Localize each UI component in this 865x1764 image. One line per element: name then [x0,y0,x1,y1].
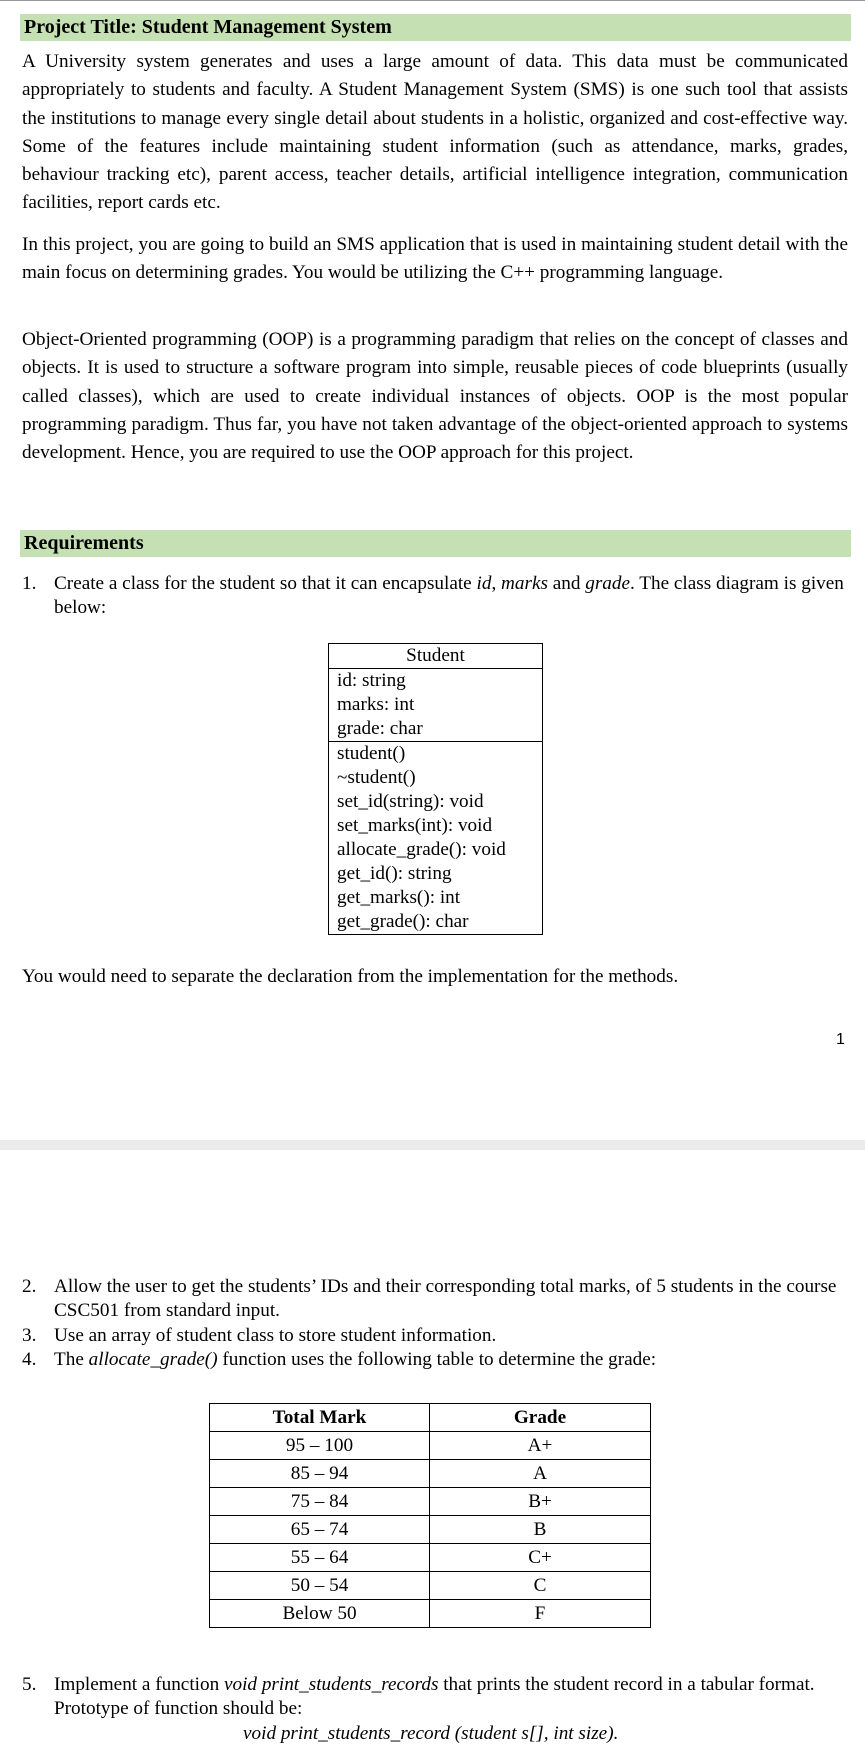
separation-note: You would need to separate the declaration from the implementation for the methods. [22,966,679,987]
requirement-3-number: 3. [22,1325,37,1346]
requirement-2-number: 2. [22,1276,37,1297]
requirement-2 [22,1275,848,1323]
mark-range: 50 – 54 [210,1572,430,1600]
grade-value: A+ [430,1432,651,1460]
method-constructor: student() [337,743,406,764]
table-row [210,1516,651,1544]
grade-value: B [430,1516,651,1544]
grade-value: C [430,1572,651,1600]
table-row [210,1432,651,1460]
requirements-heading: Requirements [20,530,851,557]
intro-paragraph-3: Object-Oriented programming (OOP) is a programming paradigm that relies on the concept of classes and objects. It is used to structure a software program into simple, reusable pieces of code blueprints (usually called classes), which are used to create individual instances of objects. OOP is the most popular programming paradigm. Thus far, you have not taken advantage of the object-oriented approach to systems development. Hence, you are required to use the OOP approach for this project. [22,329,848,464]
requirement-3 [22,1324,848,1348]
grade-value: A [430,1460,651,1488]
method-get-grade: get_grade(): char [337,911,469,932]
attribute-marks: marks: int [337,694,415,715]
class-attributes [329,669,542,742]
header-total-mark: Total Mark [210,1404,430,1432]
method-set-id: set_id(string): void [337,791,484,812]
grade-table [209,1403,651,1628]
requirement-2-text: Allow the user to get the students’ IDs and their corresponding total marks, of 5 students in the course CSC501 from standard input. [54,1276,837,1321]
table-row [210,1460,651,1488]
mark-range: 95 – 100 [210,1432,430,1460]
table-row [210,1544,651,1572]
mark-range: 55 – 64 [210,1544,430,1572]
header-grade: Grade [430,1404,651,1432]
requirement-4-text: The allocate_grade() function uses the following table to determine the grade: [54,1349,657,1370]
requirement-5-text: Implement a function void print_students_records that prints the student record in a tabular format. Prototype of function should be: [54,1674,815,1719]
table-row [210,1488,651,1516]
method-allocate-grade: allocate_grade(): void [337,839,506,860]
intro-paragraph-2: In this project, you are going to build an SMS application that is used in maintaining student detail with the main focus on determining grades. You would be utilizing the C++ programming language. [22,234,848,284]
grade-value: B+ [430,1488,651,1516]
requirement-5 [22,1673,848,1721]
table-row [210,1572,651,1600]
class-methods [329,742,542,934]
grade-value: C+ [430,1544,651,1572]
class-name: Student [329,644,542,669]
requirement-3-text: Use an array of student class to store student information. [54,1325,497,1346]
method-get-id: get_id(): string [337,863,452,884]
page-separator [0,1140,865,1150]
requirement-5-number: 5. [22,1674,37,1695]
project-title-heading: Project Title: Student Management System [20,14,851,41]
attribute-grade: grade: char [337,718,423,739]
method-set-marks: set_marks(int): void [337,815,493,836]
requirement-4-number: 4. [22,1349,37,1370]
requirement-1-number: 1. [22,573,37,594]
page-number: 1 [836,1031,845,1048]
requirement-1 [22,572,848,620]
table-row [210,1600,651,1628]
mark-range: Below 50 [210,1600,430,1628]
grade-value: F [430,1600,651,1628]
requirement-4 [22,1348,848,1372]
method-get-marks: get_marks(): int [337,887,461,908]
function-prototype: void print_students_record (student s[], int size). [243,1723,619,1744]
intro-paragraph-1: A University system generates and uses a large amount of data. This data must be communicated appropriately to students and faculty. A Student Management System (SMS) is one such tool that assists the institutions to manage every single detail about students in a holistic, organized and cost-effective way. Some of the features include maintaining student information (such as attendance, marks, grades, behaviour tracking etc), parent access, teacher details, artificial intelligence integration, communication facilities, report cards etc. [22,51,848,214]
method-destructor: ~student() [337,767,416,788]
requirement-1-text: Create a class for the student so that it can encapsulate id, marks and grade. The class diagram is given below: [54,573,844,618]
mark-range: 85 – 94 [210,1460,430,1488]
mark-range: 75 – 84 [210,1488,430,1516]
student-class-diagram [328,643,543,935]
mark-range: 65 – 74 [210,1516,430,1544]
grade-table-header-row [210,1404,651,1432]
attribute-id: id: string [337,670,406,691]
